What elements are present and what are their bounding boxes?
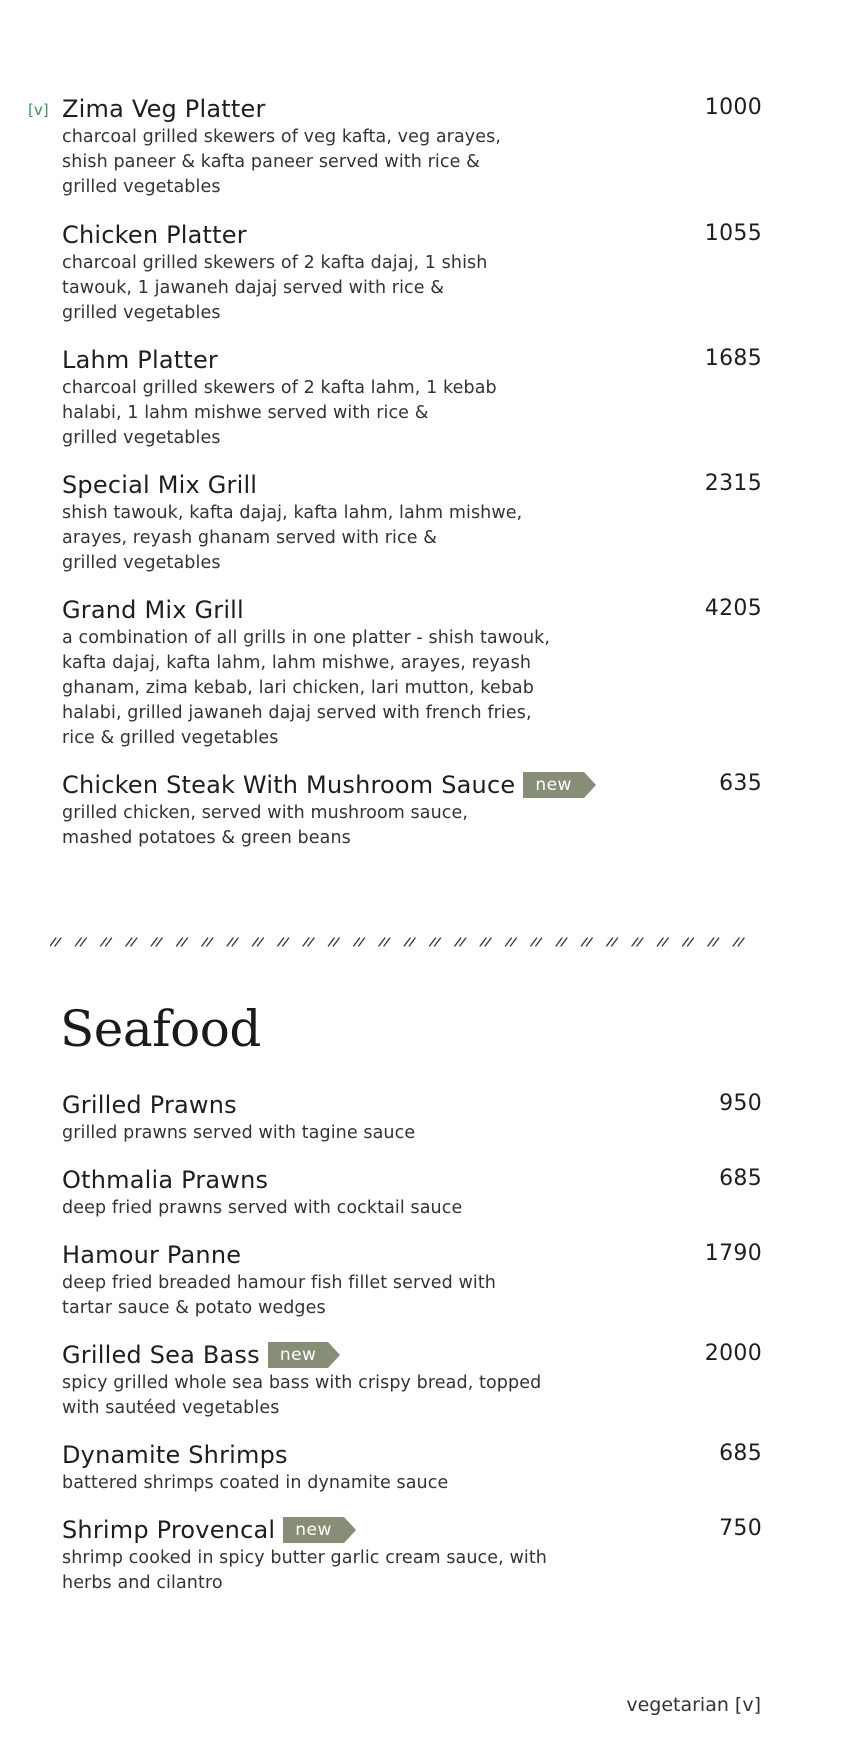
description-line: spicy grilled whole sea bass with crispy bread, topped xyxy=(62,1373,542,1393)
menu-item xyxy=(62,219,762,326)
item-price: 1000 xyxy=(704,95,762,120)
description-line: herbs and cilantro xyxy=(62,1573,223,1593)
menu-item xyxy=(62,769,762,851)
description-line: grilled vegetables xyxy=(62,553,221,573)
item-description xyxy=(62,501,582,576)
item-description xyxy=(62,626,582,751)
description-line: arayes, reyash ghanam served with rice & xyxy=(62,528,438,548)
veg-mark: [v] xyxy=(28,101,49,119)
menu-item xyxy=(28,93,762,200)
description-line: mashed potatoes & green beans xyxy=(62,828,351,848)
description-line: halabi, 1 lahm mishwe served with rice & xyxy=(62,403,429,423)
item-price: 635 xyxy=(719,771,762,796)
menu-item xyxy=(62,344,762,451)
item-price: 4205 xyxy=(704,596,762,621)
description-line: charcoal grilled skewers of 2 kafta dajaj, 1 shish xyxy=(62,253,488,273)
section-title: Seafood xyxy=(60,1000,261,1058)
item-name: Grilled Prawns xyxy=(62,1091,237,1119)
item-description xyxy=(62,125,582,200)
description-line: grilled vegetables xyxy=(62,428,221,448)
menu-item xyxy=(62,1089,762,1146)
item-name: Chicken Platter xyxy=(62,221,247,249)
item-description xyxy=(62,1371,582,1421)
item-price: 1790 xyxy=(704,1241,762,1266)
item-description xyxy=(62,1271,582,1321)
item-name: Grilled Sea Bass xyxy=(62,1341,260,1369)
item-price: 2315 xyxy=(704,471,762,496)
description-line: deep fried prawns served with cocktail sauce xyxy=(62,1198,463,1218)
description-line: deep fried breaded hamour fish fillet served with xyxy=(62,1273,496,1293)
item-name: Dynamite Shrimps xyxy=(62,1441,288,1469)
description-line: grilled vegetables xyxy=(62,303,221,323)
description-line: kafta dajaj, kafta lahm, lahm mishwe, arayes, reyash xyxy=(62,653,532,673)
menu-item xyxy=(62,1239,762,1321)
menu-item xyxy=(62,594,762,751)
item-name: Othmalia Prawns xyxy=(62,1166,269,1194)
description-line: tawouk, 1 jawaneh dajaj served with rice & xyxy=(62,278,445,298)
item-name: Chicken Steak With Mushroom Sauce xyxy=(62,771,516,799)
item-description xyxy=(62,1546,582,1596)
menu-item xyxy=(62,1164,762,1221)
menu-item xyxy=(62,469,762,576)
item-price: 750 xyxy=(719,1516,762,1541)
item-name: Grand Mix Grill xyxy=(62,596,244,624)
description-line: grilled prawns served with tagine sauce xyxy=(62,1123,416,1143)
item-price: 1685 xyxy=(704,346,762,371)
description-line: a combination of all grills in one platter - shish tawouk, xyxy=(62,628,551,648)
item-price: 2000 xyxy=(704,1341,762,1366)
item-description xyxy=(62,251,582,326)
menu-item xyxy=(62,1514,762,1596)
menu-item xyxy=(62,1439,762,1496)
item-name: Shrimp Provencal xyxy=(62,1516,276,1544)
legend-vegetarian: vegetarian [v] xyxy=(626,1694,761,1716)
menu-item xyxy=(62,1339,762,1421)
item-price: 1055 xyxy=(704,221,762,246)
item-name: Lahm Platter xyxy=(62,346,218,374)
item-price: 950 xyxy=(719,1091,762,1116)
description-line: ghanam, zima kebab, lari chicken, lari mutton, kebab xyxy=(62,678,534,698)
section-divider xyxy=(50,932,750,952)
description-line: rice & grilled vegetables xyxy=(62,728,279,748)
description-line: battered shrimps coated in dynamite sauce xyxy=(62,1473,449,1493)
description-line: grilled chicken, served with mushroom sauce, xyxy=(62,803,469,823)
item-description xyxy=(62,1196,582,1221)
description-line: halabi, grilled jawaneh dajaj served with french fries, xyxy=(62,703,532,723)
description-line: charcoal grilled skewers of veg kafta, veg arayes, xyxy=(62,127,501,147)
description-line: charcoal grilled skewers of 2 kafta lahm, 1 kebab xyxy=(62,378,497,398)
item-name: Hamour Panne xyxy=(62,1241,242,1269)
description-line: tartar sauce & potato wedges xyxy=(62,1298,326,1318)
description-line: shish paneer & kafta paneer served with rice & xyxy=(62,152,480,172)
item-description xyxy=(62,801,582,851)
item-price: 685 xyxy=(719,1166,762,1191)
new-badge: new xyxy=(268,1342,329,1368)
item-price: 685 xyxy=(719,1441,762,1466)
description-line: shish tawouk, kafta dajaj, kafta lahm, lahm mishwe, xyxy=(62,503,523,523)
item-description xyxy=(62,1471,582,1496)
new-badge: new xyxy=(523,772,584,798)
description-line: grilled vegetables xyxy=(62,177,221,197)
item-name: Special Mix Grill xyxy=(62,471,258,499)
description-line: with sautéed vegetables xyxy=(62,1398,280,1418)
item-description xyxy=(62,376,582,451)
description-line: shrimp cooked in spicy butter garlic cream sauce, with xyxy=(62,1548,548,1568)
new-badge: new xyxy=(283,1517,344,1543)
item-description xyxy=(62,1121,582,1146)
item-name: Zima Veg Platter xyxy=(62,95,266,123)
